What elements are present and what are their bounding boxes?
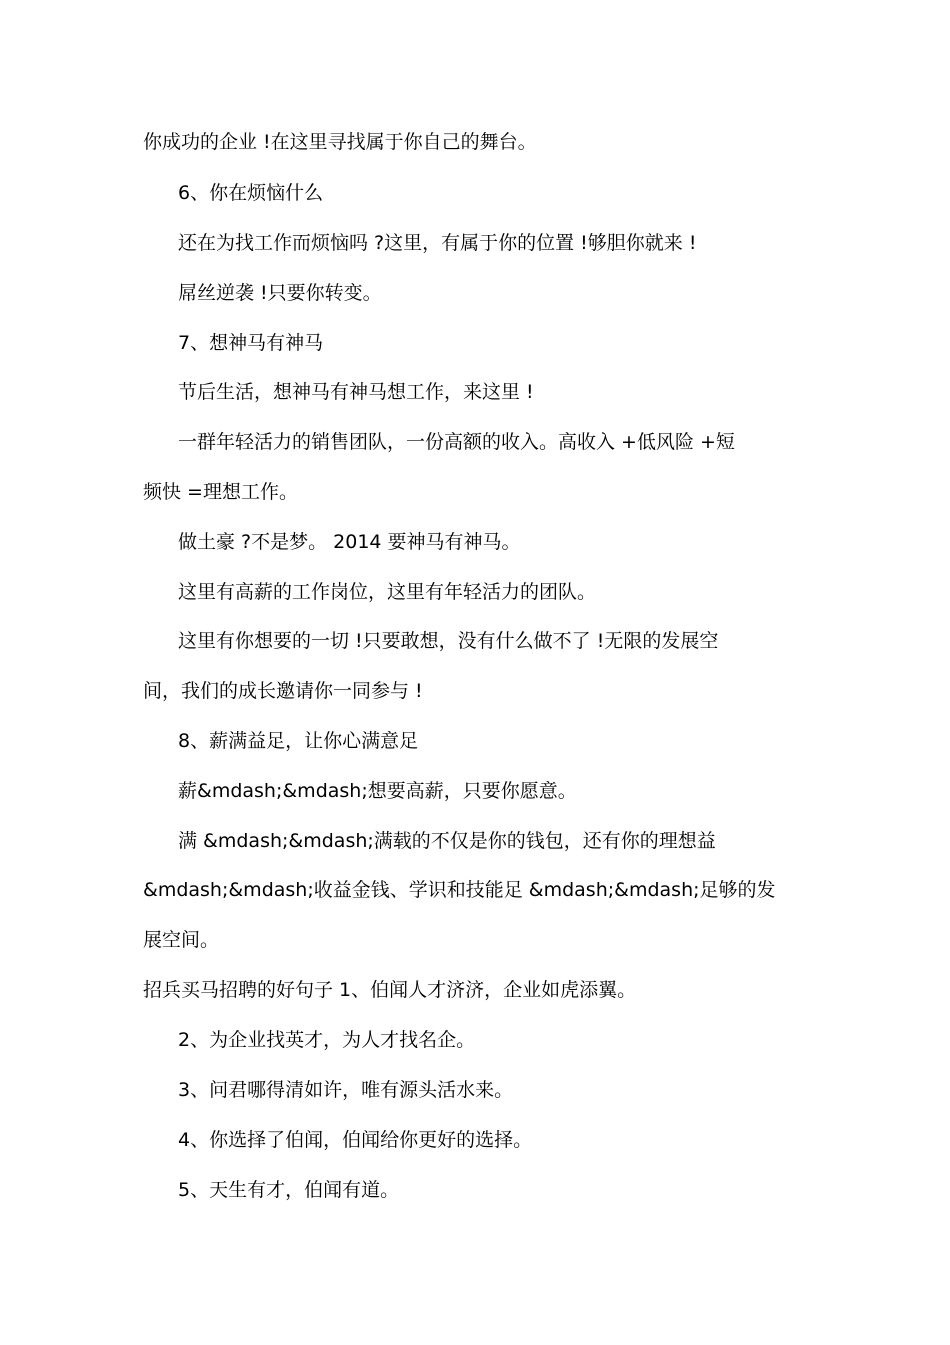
text-line-3: 还在为找工作而烦恼吗 ?这里，有属于你的位置 !够胆你就来 ! — [178, 232, 697, 254]
text-line-8: 频快 =理想工作。 — [143, 481, 298, 503]
text-line-10: 这里有高薪的工作岗位，这里有年轻活力的团队。 — [178, 581, 597, 603]
text-line-17: 展空间。 — [143, 929, 220, 951]
text-line-1: 你成功的企业 !在这里寻找属于你自己的舞台。 — [143, 131, 537, 153]
text-line-16: &mdash;&mdash;收益金钱、学识和技能足 &mdash;&mdash;足够的发 — [143, 879, 776, 901]
text-line-4: 屌丝逆袭 !只要你转变。 — [178, 282, 382, 304]
text-line-6: 节后生活，想神马有神马想工作，来这里 ! — [178, 381, 534, 403]
text-line-15: 满 &mdash;&mdash;满载的不仅是你的钱包，还有你的理想益 — [178, 830, 716, 852]
text-line-14: 薪&mdash;&mdash;想要高薪，只要你愿意。 — [178, 780, 577, 802]
text-line-21: 4、你选择了伯闻，伯闻给你更好的选择。 — [178, 1129, 533, 1151]
text-line-11: 这里有你想要的一切 !只要敢想，没有什么做不了 !无限的发展空 — [178, 630, 719, 652]
text-line-5: 7、想神马有神马 — [178, 332, 324, 354]
text-line-9: 做土豪 ?不是梦。 2014 要神马有神马。 — [178, 531, 521, 553]
text-line-13: 8、薪满益足，让你心满意足 — [178, 730, 419, 752]
text-line-2: 6、你在烦恼什么 — [178, 182, 324, 204]
text-line-19: 2、为企业找英才，为人才找名企。 — [178, 1029, 476, 1051]
text-line-22: 5、天生有才，伯闻有道。 — [178, 1179, 400, 1201]
text-line-7: 一群年轻活力的销售团队，一份高额的收入。高收入 +低风险 +短 — [178, 431, 735, 453]
text-line-18: 招兵买马招聘的好句子 1、伯闻人才济济，企业如虎添翼。 — [143, 979, 637, 1001]
text-line-12: 间，我们的成长邀请你一同参与 ! — [143, 680, 423, 702]
text-line-20: 3、问君哪得清如许，唯有源头活水来。 — [178, 1079, 514, 1101]
